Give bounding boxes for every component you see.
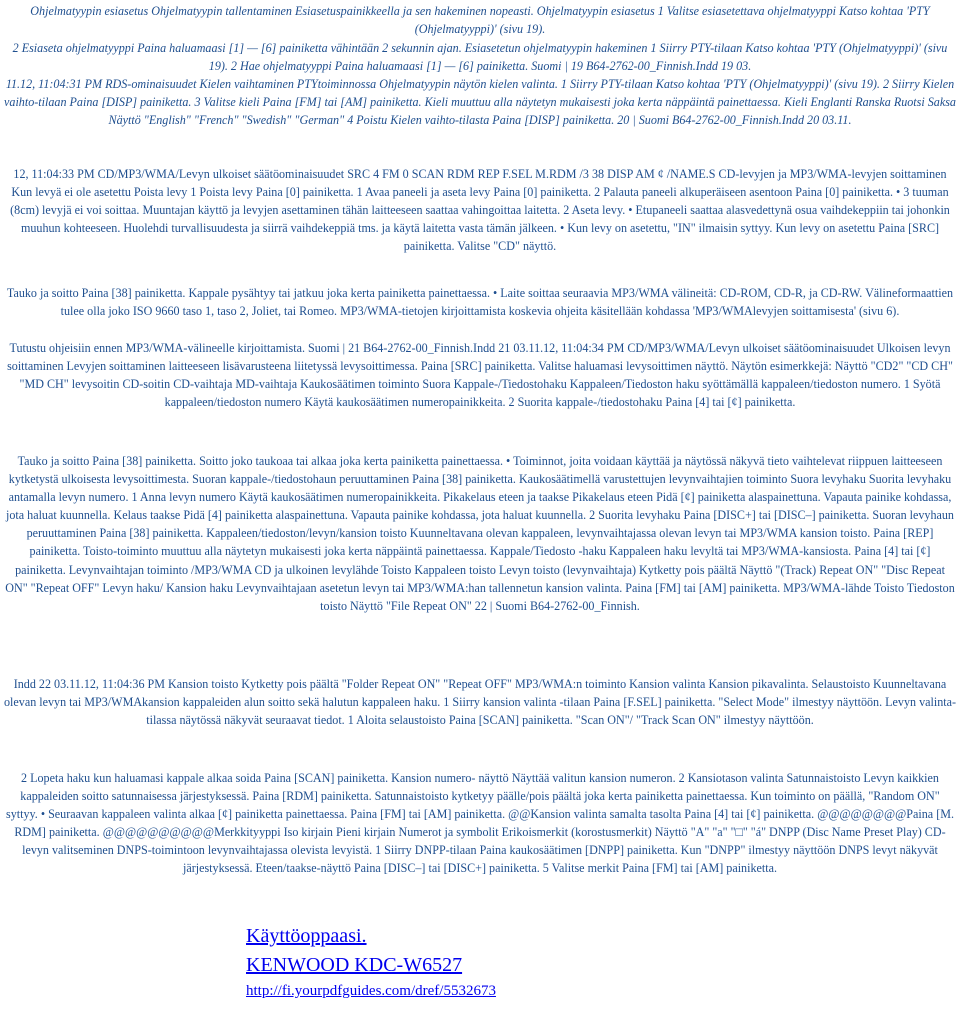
paragraph-scan-random: 2 Lopeta haku kun haluamasi kappale alkaa soida Paina [SCAN] painiketta. Kansion numero- näyttö Näyttää valitun kansion numeron. 2 Kansiotason valinta Satunnaistoisto Levyn kaikkien kappaleiden soitto satunnaisessa järjestyksessä. Paina [RDM] painiketta. Satunnaistoisto kytketyy päälle/pois päältä joka kerta painiketta painettaessa. Kun toiminto on päällä, "Random ON" syttyy. • Seuraavan kappaleen valinta alkaa [¢] painiketta painettaessa. Paina [FM] tai [AM] painiketta. @@Kansion valinta samalta tasolta Paina [4] tai [¢] painiketta. @@@@@@@@Paina [M. RDM] painiketta. @@@@@@@@@@Merkkityyppi Iso kirjain Pieni kirjain Numerot ja symbolit Erikoismerkit (korostusmerkit) Näyttö "A" "a" "□" "á" DNPP (Disc Name Preset Play) CD-levyn valitseminen DNPS-toimintoon levynvaihtajassa olevista levyistä. 1 Siirry DNPP-tilaan Paina kaukosäätimen [DNPP] painiketta. Kun "DNPP" ilmestyy näyttöön DNPS levyt näkyvät järjestyksessä. Eteen/taakse-näyttö Paina [DISC–] tai [DISC+] painiketta. 5 Valitse merkit Paina [FM] tai [AM] painiketta. (5, 771, 954, 876)
paragraph-language-change: 11.12, 11:04:31 PM RDS-ominaisuudet Kielen vaihtaminen PTYtoiminnossa Ohjelmatyypin näytön kielen valinta. 1 Siirry PTY-tilaan Katso kohtaa 'PTY (Ohjelmatyyppi)' (sivu 19). 2 Siirry Kielen vaihto-tilaan Paina [DISP] painiketta. 3 Valitse kieli Paina [FM] tai [AM] painiketta. Kieli muuttuu alla näytetyn mukaisesti joka kerta näppäintä painettaessa. Kieli Englanti Ranska Ruotsi Saksa Näyttö "English" "French" "Swedish" "German" 4 Poistu Kielen vaihto-tilasta Paina [DISP] painiketta. 20 | Suomi B64-2762-00_Finnish.Indd 20 03.11. (4, 77, 956, 128)
guide-links (246, 922, 746, 1002)
paragraph-pty-preset-intro: Ohjelmatyypin esiasetus Ohjelmatyypin tallentaminen Esiasetuspainikkeella ja sen hakeminen nopeasti. Ohjelmatyypin esiasetus 1 Valitse esiasetettava ohjelmatyyppi Katso kohtaa 'PTY (Ohjelmatyyppi)' (sivu 19). (30, 4, 930, 37)
guide-url-link[interactable]: http://fi.yourpdfguides.com/dref/5532673 (246, 983, 496, 999)
paragraph-changer-functions: Tauko ja soitto Paina [38] painiketta. Soitto joko taukoaa tai alkaa joka kerta painiketta painettaessa. • Toiminnot, joita voidaan käyttää ja näytössä näkyvä tieto vaihtelevat riippuen laitteeseen kytketystä ulkoisesta levysoittimesta. Suoran kappale-/tiedostohaun peruuttaminen Paina [38] painiketta. Kaukosäätimellä varustettujen levynvaihtajien toiminto Suora levyhaku Suorita levyhaku antamalla levyn numero. 1 Anna levyn numero Käytä kaukosäätimen numeropainikkeita. Pikakelaus eteen ja taakse Pikakelaus eteen Pidä [¢] painiketta alaspainettuna. Vapauta painike kohdassa, jota haluat kuunnella. Kelaus taakse Pidä [4] painiketta alaspainettuna. Vapauta painike kohdassa, jota haluat kuunnella. 2 Suorita levyhaku Paina [DISC+] tai [DISC–] painiketta. Suoran levyhaun peruuttaminen Paina [38] painiketta. Kappaleen/tiedoston/levyn/kansion toisto Kuunneltavana olevan kappaleen, levynvaihtajassa olevan levyn tai MP3/WMA kansion toisto. Paina [REP] painiketta. Toisto-toiminto muuttuu alla näytetyn mukaisesti joka kerta näppäintä painettaessa. Kappale/Tiedosto -haku Kappaleen haku levyltä tai MP3/WMA-kansiosta. Paina [4] tai [¢] painiketta. Levynvaihtajan toiminto /MP3/WMA CD ja ulkoinen levylähde Toisto Kappaleen toisto Levyn toisto (levynvaihtaja) Kytketty pois päältä Näyttö "(Track) Repeat ON" "Disc Repeat ON" "Repeat OFF" Levyn haku/ Kansion haku Levynvaihtajaan asetetun levyn tai MP3/WMA:han tallennetun kansion valinta. Paina [FM] tai [AM] painiketta. MP3/WMA-lähde Toisto Tiedoston toisto Näyttö "File Repeat ON" 22 | Suomi B64-2762-00_Finnish. (5, 454, 955, 613)
paragraph-cd-playback: 12, 11:04:33 PM CD/MP3/WMA/Levyn ulkoiset säätöominaisuudet SRC 4 FM 0 SCAN RDM REP F.SEL M.RDM /3 38 DISP AM ¢ /NAME.S CD-levyjen ja MP3/WMA-levyjen soittaminen Kun levyä ei ole asetettu Poista levy 1 Poista levy Paina [0] painiketta. 1 Avaa paneeli ja aseta levy Paina [0] painiketta. 2 Palauta paneeli alkuperäiseen asentoon Paina [0] painiketta. • 3 tuuman (8cm) levyjä ei voi soittaa. Muuntajan käyttö ja levyjen asettaminen tähän laitteeseen saattaa vahingoittaa laitetta. 2 Aseta levy. • Etupaneeli saattaa alasvedettynä osua vaihdekeppiin tai johonkin muuhun kohteeseen. Huolehdi turvallisuudesta ja siirrä vaihdekeppiä tms. ja käytä laitetta vasta tämän jälkeen. • Kun levy on asetettu, "IN" ilmaisin syttyy. Kun levy on asetettu Paina [SRC] painiketta. Valitse "CD" näyttö. (10, 167, 950, 254)
paragraph-pause-media: Tauko ja soitto Paina [38] painiketta. Kappale pysähtyy tai jatkuu joka kerta painiketta painettaessa. • Laite soittaa seuraavia MP3/WMA välineitä: CD-ROM, CD-R, ja CD-RW. Välineformaattien tulee olla joko ISO 9660 taso 1, taso 2, Joliet, tai Romeo. MP3/WMA-tietojen kirjoittamista koskevia ohjeita käsitellään kohdassa 'MP3/WMAlevyjen soittamisesta' (sivu 6). (6, 286, 954, 319)
product-model-link[interactable]: KENWOOD KDC-W6527 (246, 954, 463, 976)
paragraph-external-disc: Tutustu ohjeisiin ennen MP3/WMA-välineelle kirjoittamista. Suomi | 21 B64-2762-00_Finnish.Indd 21 03.11.12, 11:04:34 PM CD/MP3/WMA/Levyn ulkoiset säätöominaisuudet Ulkoisen levyn soittaminen Levyjen soittaminen laitteeseen lisävarusteena liitetyssä levysoittimessa. Paina [SRC] painiketta. Valitse haluamasi levysoittimen näyttö. Näytön esimerkkejä: Näyttö "CD2" "CD CH" "MD CH" levysoitin CD-soitin CD-vaihtaja MD-vaihtaja Kaukosäätimen toiminto Suora Kappale-/Tiedostohaku Kappaleen/Tiedoston haku syöttämällä kappaleen/tiedoston numero. 1 Syötä kappaleen/tiedoston numero Käytä kaukosäätimen numeropainikkeita. 2 Suorita kappale-/tiedostohaku Paina [4] tai [¢] painiketta. (7, 341, 953, 410)
paragraph-pty-preset-recall: 2 Esiaseta ohjelmatyyppi Paina haluamaasi [1] — [6] painiketta vähintään 2 sekunnin ajan. Esiasetetun ohjelmatyypin hakeminen 1 Siirry PTY-tilaan Katso kohtaa 'PTY (Ohjelmatyyppi)' (sivu 19). 2 Hae ohjelmatyyppi Paina haluamaasi [1] — [6] painiketta. Suomi | 19 B64-2762-00_Finnish.Indd 19 03. (12, 41, 948, 74)
user-guide-link[interactable]: Käyttöoppaasi. (246, 925, 367, 947)
paragraph-folder-repeat: Indd 22 03.11.12, 11:04:36 PM Kansion toisto Kytketty pois päältä "Folder Repeat ON" "Repeat OFF" MP3/WMA:n toiminto Kansion valinta Kansion pikavalinta. Selaustoisto Kuunneltavana olevan levyn tai MP3/WMAkansion kappaleiden alun soitto sekä halutun kappaleen haku. 1 Siirry kansion valinta -tilaan Paina [F.SEL] painiketta. "Select Mode" ilmestyy näyttöön. Levyn valinta-tilassa näytössä näkyvät seuraavat tiedot. 1 Aloita selaustoisto Paina [SCAN] painiketta. "Scan ON"/ "Track Scan ON" ilmestyy näyttöön. (4, 677, 957, 728)
